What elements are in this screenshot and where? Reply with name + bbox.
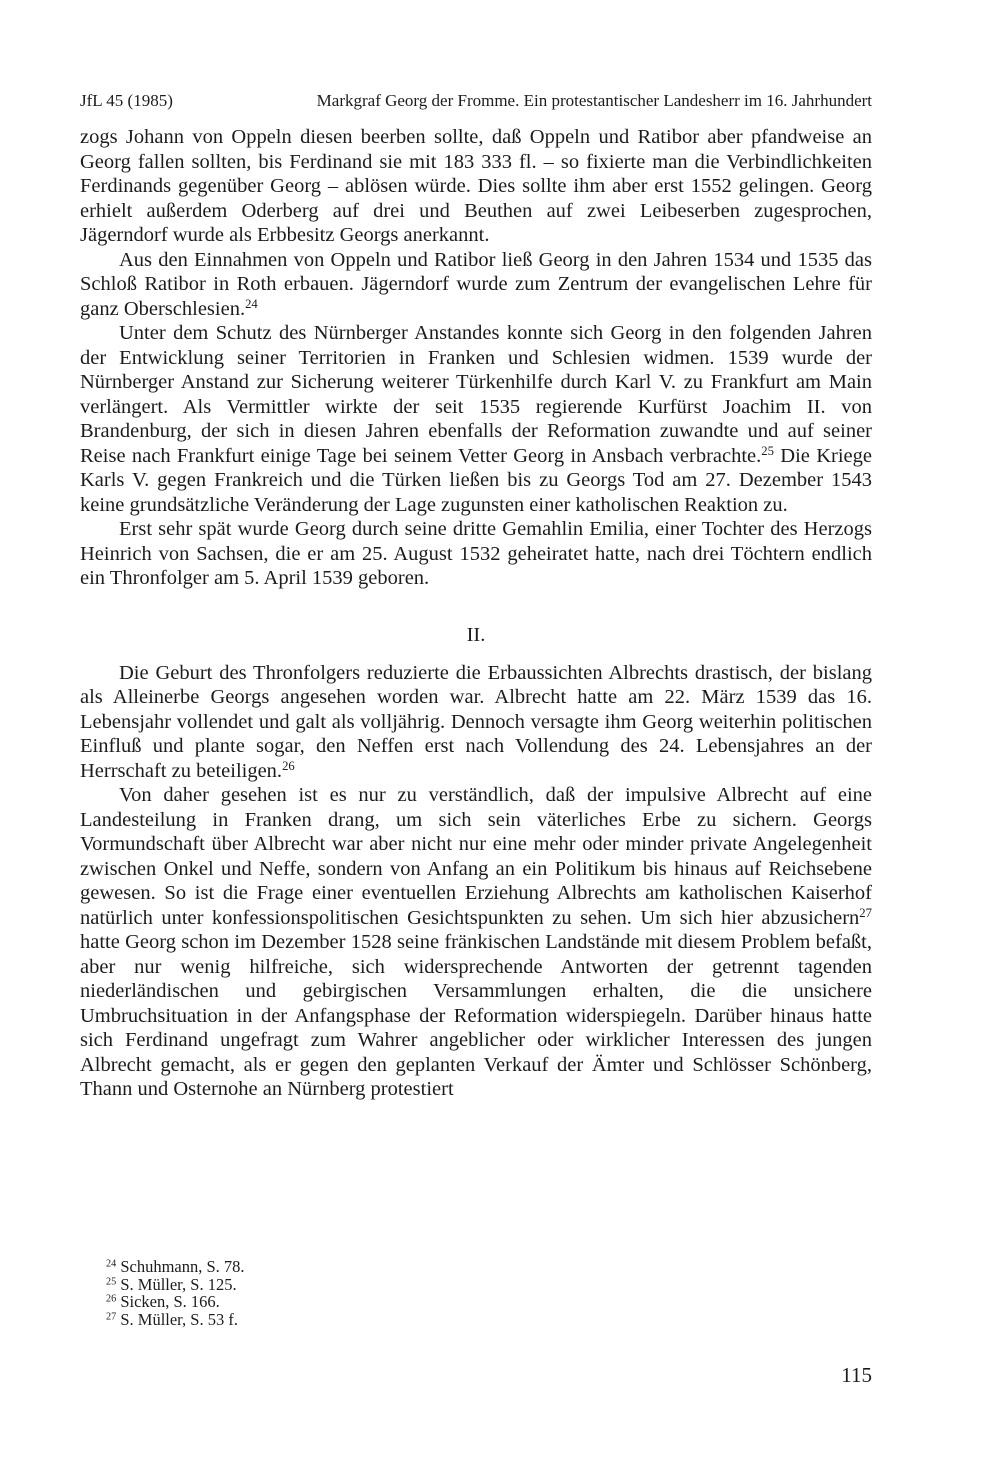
footnotes bbox=[106, 1258, 245, 1328]
footnote-ref: 27 bbox=[859, 905, 872, 920]
footnote: $^{27}$ S. Müller, S. 53 f. bbox=[106, 1309, 238, 1329]
paragraph: Unter dem Schutz des Nürnberger Anstandes konnte sich Georg in den folgenden Jahren der Entwicklung seiner Territorien in Franken und Schlesien widmen. 1539 wurde der Nürnberger Anstand zur Sicherung weiterer Türkenhilfe durch Karl V. zu Frankfurt am Main verlängert. Als Vermittler wirkte der seit 1535 regierende Kurfürst Joachim II. von Brandenburg, der sich in diesen Jahren ebenfalls der Reformation zuwandte und auf seiner Reise nach Frankfurt einige Tage bei seinem Vetter Georg in Ansbach verbrachte.$^{25}$ Die Kriege Karls V. gegen Frankreich und die Türken ließen bis zu Georgs Tod am 27. Dezember 1543 keine grundsätzliche Veränderung der Lage zugunsten einer katholischen Reaktion zu. bbox=[80, 322, 873, 516]
running-header bbox=[80, 90, 872, 112]
paragraph: zogs Johann von Oppeln diesen beerben sollte, daß Oppeln und Ratibor aber pfandweise an Georg fallen sollten, bis Ferdinand sie mit 183 333 fl. – so fixierte man die Verbindlichkeiten Ferdinands gegenüber Georg – ablösen würde. Dies sollte ihm aber erst 1552 gelingen. Georg erhielt außerdem Oderberg auf drei und Beuthen auf zwei Leibeserben zugesprochen, Jägerndorf wurde als Erbbesitz Georgs anerkannt. bbox=[80, 126, 872, 246]
section-heading: II. bbox=[466, 623, 486, 646]
footnote: $^{25}$ S. Müller, S. 125. bbox=[106, 1274, 237, 1294]
footnote: $^{26}$ Sicken, S. 166. bbox=[106, 1292, 220, 1311]
body-text bbox=[80, 125, 872, 1102]
footnote-ref: 24 bbox=[245, 296, 258, 311]
journal-reference: JfL 45 (1985) bbox=[80, 91, 173, 110]
footnote-ref: 25 bbox=[761, 443, 774, 458]
page-number: 115 bbox=[841, 1363, 872, 1387]
paragraph: Von daher gesehen ist es nur zu verständlich, daß der impulsive Albrecht auf eine Landesteilung in Franken drang, um sich sein väterliches Erbe zu sichern. Georgs Vormundschaft über Albrecht war aber nicht nur eine mehr oder minder private Angelegenheit zwischen Onkel und Neffe, sondern von Anfang an ein Politikum bis hinaus auf Reichsebene gewesen. So ist die Frage einer eventuellen Erziehung Albrechts am katholischen Kaiserhof natürlich unter konfessionspolitischen Gesichtspunkten zu sehen. Um sich hier abzusichern$^{27}$ hatte Georg schon im Dezember 1528 seine fränkischen Landstände mit diesem Problem befaßt, aber nur wenig hilfreiche, sich widersprechende Antworten der getrennt tagenden niederländischen und gebirgischen Versammlungen erhalten, die die unsichere Umbruchsituation in der Anfangsphase der Reformation widerspiegeln. Darüber hinaus hatte sich Ferdinand ungefragt zum Wahrer angeblicher oder wirklicher Interessen des jungen Albrecht gemacht, als er gegen den geplanten Verkauf der Ämter und Schlösser Schönberg, Thann und Osternohe an Nürnberg protestiert bbox=[80, 784, 872, 1100]
paragraph: Die Geburt des Thronfolgers reduzierte die Erbaussichten Albrechts drastisch, der bislang als Alleinerbe Georgs angesehen worden war. Albrecht hatte am 22. März 1539 das 16. Lebensjahr vollendet und galt als volljährig. Dennoch versagte ihm Georg weiterhin politischen Einfluß und plante sogar, den Neffen erst nach Vollendung des 24. Lebensjahres an der Herrschaft zu beteiligen.$^{26}$ bbox=[80, 661, 872, 782]
footnote-ref: 26 bbox=[282, 758, 295, 773]
paragraph: Erst sehr spät wurde Georg durch seine dritte Gemahlin Emilia, einer Tochter des Herzogs Heinrich von Sachsen, die er am 25. August 1532 geheiratet hatte, nach drei Töchtern endlich ein Thronfolger am 5. April 1539 geboren. bbox=[80, 518, 872, 589]
paragraph: Aus den Einnahmen von Oppeln und Ratibor ließ Georg in den Jahren 1534 und 1535 das Schloß Ratibor in Roth erbauen. Jägerndorf wurde zum Zentrum der evangelischen Lehre für ganz Oberschlesien.$^{24}$ bbox=[80, 248, 872, 320]
running-title: Markgraf Georg der Fromme. Ein protestantischer Landesherr im 16. Jahrhundert bbox=[316, 91, 872, 110]
footnote: $^{24}$ Schuhmann, S. 78. bbox=[106, 1257, 245, 1276]
